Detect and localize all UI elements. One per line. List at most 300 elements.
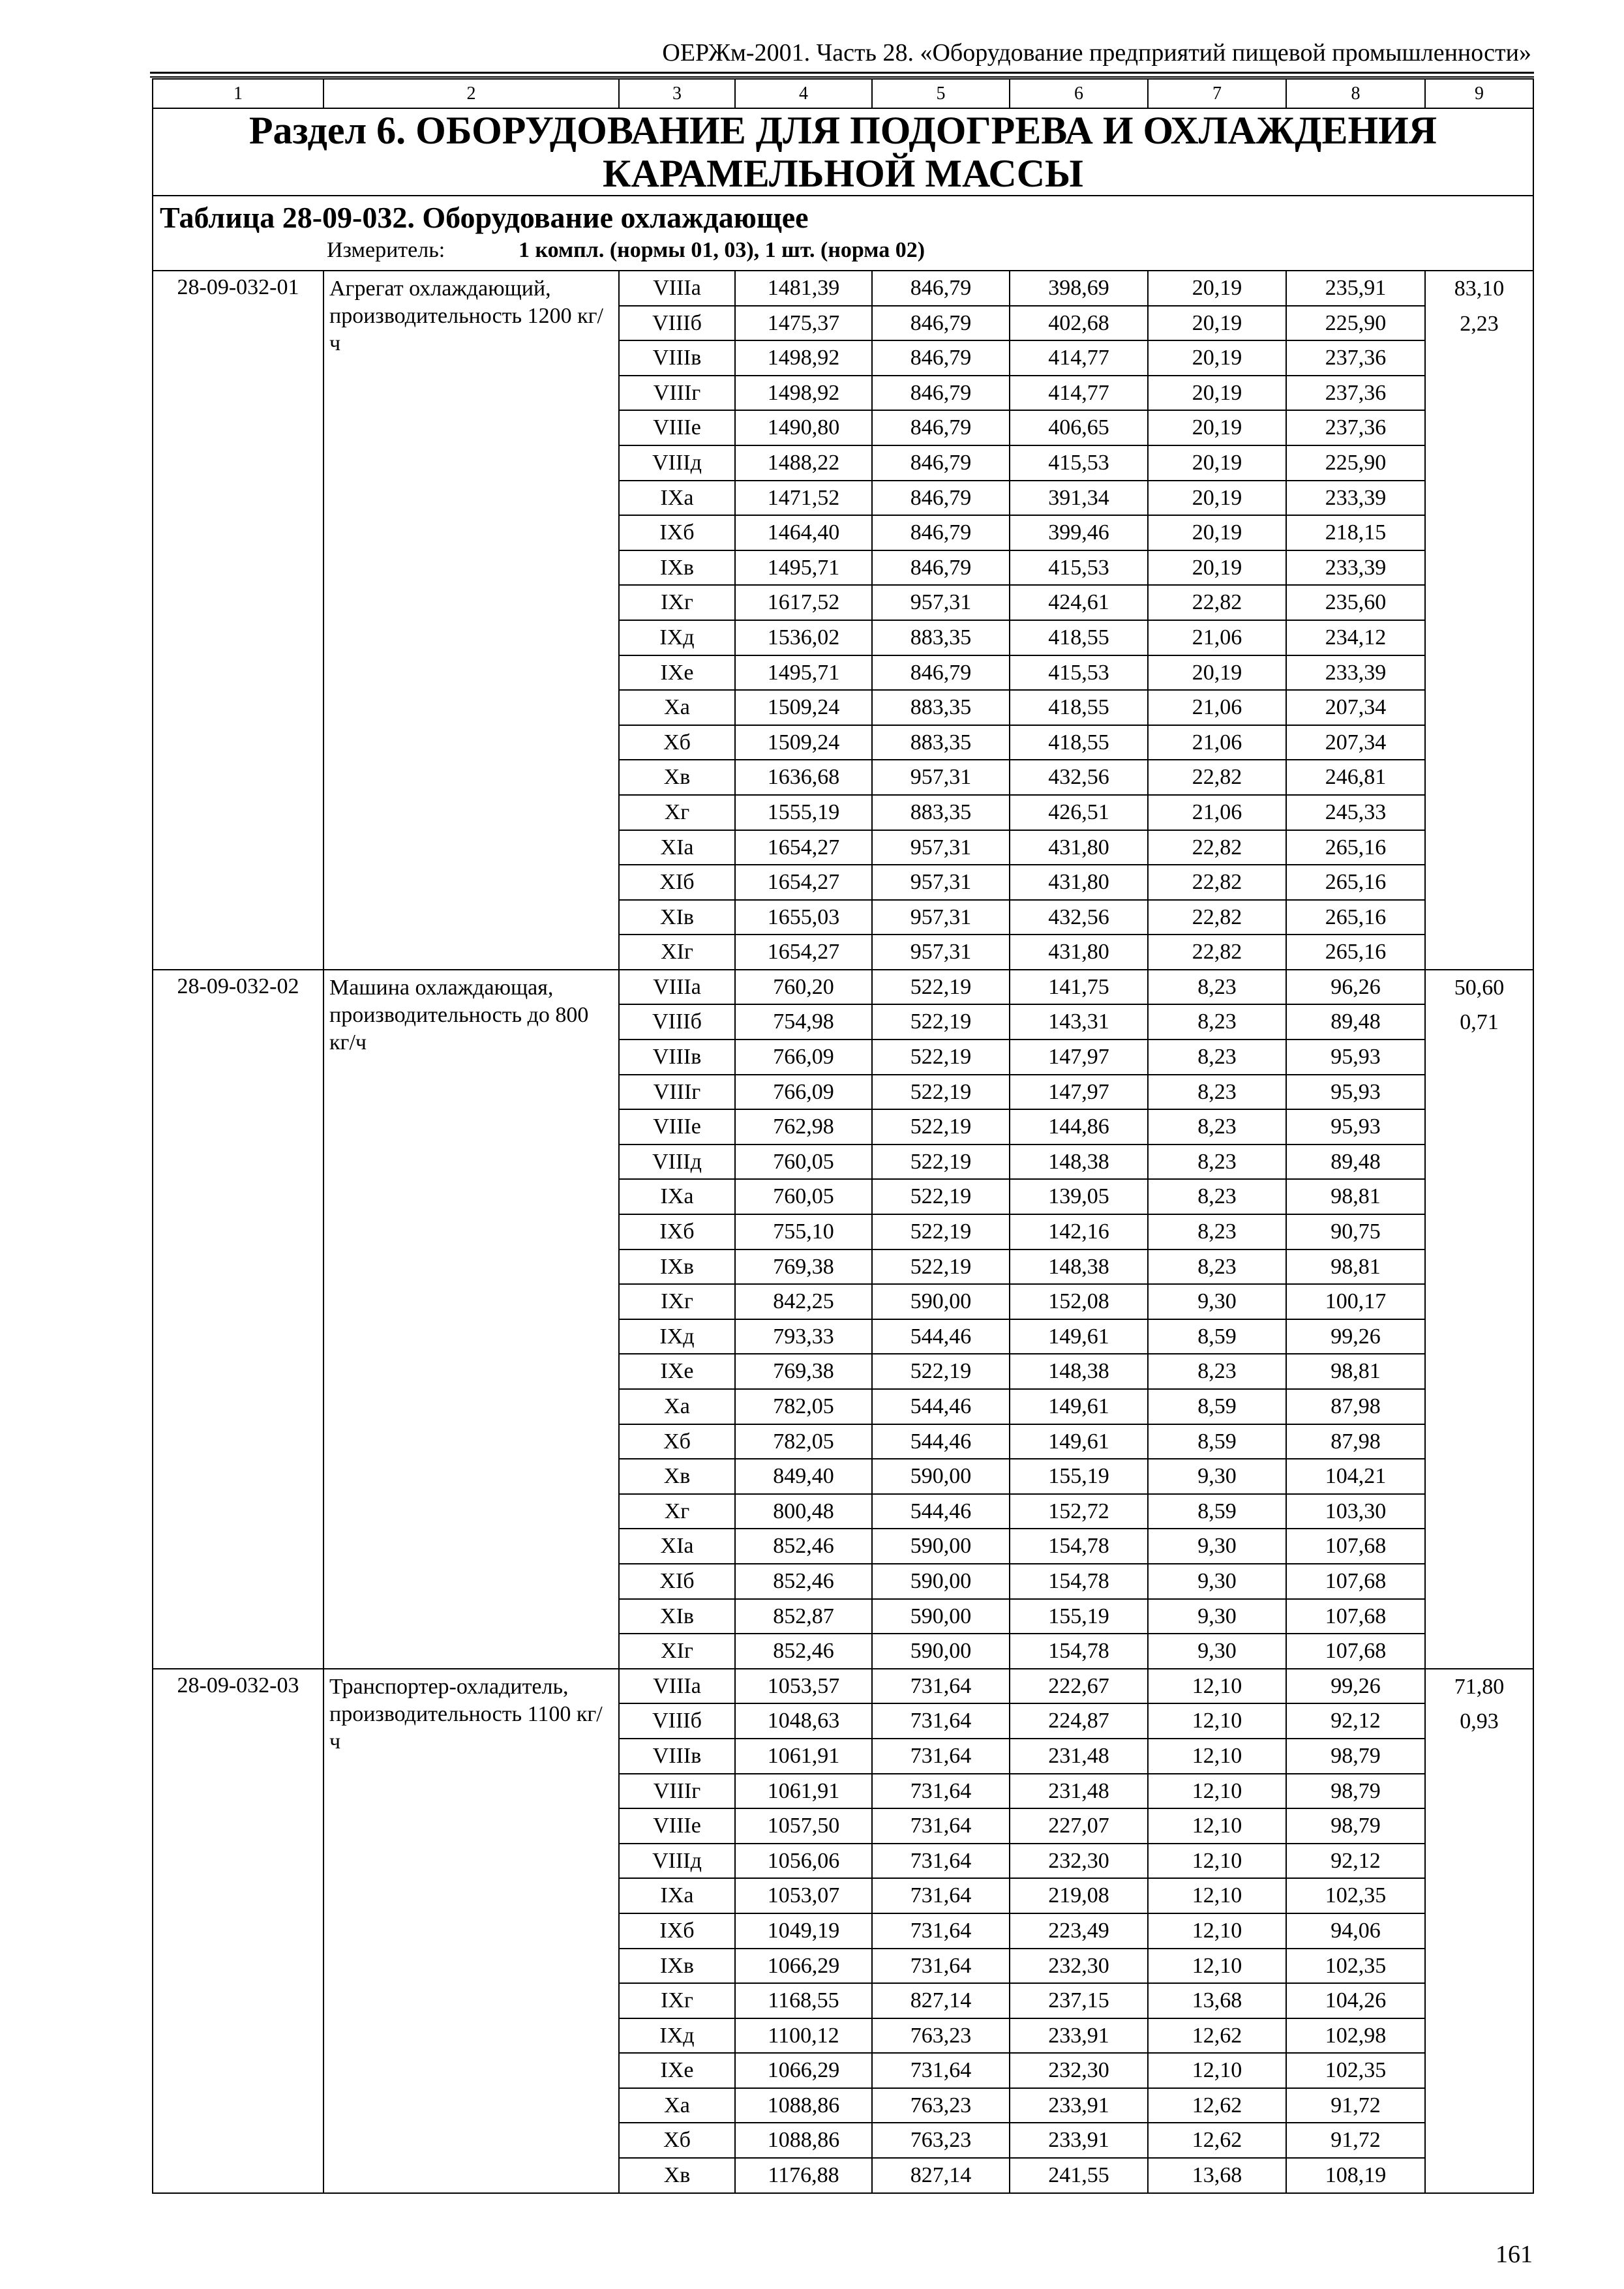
value-cell: 13,68 bbox=[1148, 2158, 1286, 2193]
value-cell: 731,64 bbox=[872, 1739, 1010, 1774]
value-cell: 1495,71 bbox=[735, 550, 872, 586]
value-cell: 398,69 bbox=[1010, 271, 1148, 306]
value-cell: 154,78 bbox=[1010, 1634, 1148, 1669]
region-cell: Xв bbox=[619, 1459, 735, 1494]
value-cell: 731,64 bbox=[872, 1703, 1010, 1739]
value-cell: 141,75 bbox=[1010, 970, 1148, 1005]
value-cell: 21,06 bbox=[1148, 690, 1286, 725]
value-cell: 731,64 bbox=[872, 1878, 1010, 1913]
value-cell: 148,38 bbox=[1010, 1249, 1148, 1285]
value-cell: 1498,92 bbox=[735, 340, 872, 376]
value-cell: 98,81 bbox=[1286, 1354, 1425, 1389]
value-cell: 9,30 bbox=[1148, 1529, 1286, 1564]
value-cell: 20,19 bbox=[1148, 340, 1286, 376]
value-cell: 852,46 bbox=[735, 1564, 872, 1599]
value-cell: 957,31 bbox=[872, 865, 1010, 900]
column-number: 8 bbox=[1286, 79, 1425, 108]
value-cell: 102,35 bbox=[1286, 1949, 1425, 1984]
value-cell: 1555,19 bbox=[735, 795, 872, 830]
value-cell: 731,64 bbox=[872, 1913, 1010, 1949]
measure-label: Измеритель: bbox=[327, 238, 445, 262]
value-cell: 957,31 bbox=[872, 900, 1010, 935]
value-cell: 222,67 bbox=[1010, 1669, 1148, 1704]
value-cell: 155,19 bbox=[1010, 1599, 1148, 1634]
value-cell: 9,30 bbox=[1148, 1634, 1286, 1669]
value-cell: 95,93 bbox=[1286, 1075, 1425, 1110]
value-cell: 418,55 bbox=[1010, 620, 1148, 655]
value-cell: 590,00 bbox=[872, 1599, 1010, 1634]
value-cell: 1053,57 bbox=[735, 1669, 872, 1704]
region-cell: IXг bbox=[619, 1983, 735, 2018]
value-cell: 87,98 bbox=[1286, 1424, 1425, 1459]
value-cell: 424,61 bbox=[1010, 585, 1148, 620]
table-caption bbox=[153, 196, 1533, 271]
value-cell: 8,23 bbox=[1148, 1214, 1286, 1249]
materials-cell bbox=[1425, 271, 1533, 970]
value-cell: 100,17 bbox=[1286, 1284, 1425, 1319]
region-cell: VIIIб bbox=[619, 1004, 735, 1040]
region-cell: IXг bbox=[619, 1284, 735, 1319]
value-cell: 8,23 bbox=[1148, 970, 1286, 1005]
norm-code: 28-09-032-03 bbox=[153, 1669, 323, 2193]
value-cell: 762,98 bbox=[735, 1109, 872, 1144]
value-cell: 426,51 bbox=[1010, 795, 1148, 830]
region-cell: IXе bbox=[619, 1354, 735, 1389]
region-cell: VIIIд bbox=[619, 1844, 735, 1879]
value-cell: 233,91 bbox=[1010, 2123, 1148, 2158]
materials-value: 0,93 bbox=[1460, 1709, 1499, 1734]
value-cell: 827,14 bbox=[872, 2158, 1010, 2193]
value-cell: 225,90 bbox=[1286, 306, 1425, 341]
value-cell: 414,77 bbox=[1010, 376, 1148, 411]
value-cell: 102,35 bbox=[1286, 2053, 1425, 2088]
value-cell: 883,35 bbox=[872, 795, 1010, 830]
value-cell: 8,23 bbox=[1148, 1109, 1286, 1144]
materials-value: 2,23 bbox=[1460, 311, 1499, 336]
value-cell: 245,33 bbox=[1286, 795, 1425, 830]
value-cell: 98,81 bbox=[1286, 1249, 1425, 1285]
value-cell: 237,36 bbox=[1286, 410, 1425, 445]
value-cell: 522,19 bbox=[872, 1109, 1010, 1144]
value-cell: 89,48 bbox=[1286, 1004, 1425, 1040]
value-cell: 415,53 bbox=[1010, 445, 1148, 481]
value-cell: 154,78 bbox=[1010, 1564, 1148, 1599]
value-cell: 1056,06 bbox=[735, 1844, 872, 1879]
value-cell: 755,10 bbox=[735, 1214, 872, 1249]
value-cell: 1066,29 bbox=[735, 1949, 872, 1984]
value-cell: 522,19 bbox=[872, 1075, 1010, 1110]
value-cell: 1061,91 bbox=[735, 1739, 872, 1774]
value-cell: 1488,22 bbox=[735, 445, 872, 481]
value-cell: 769,38 bbox=[735, 1249, 872, 1285]
value-cell: 432,56 bbox=[1010, 760, 1148, 795]
value-cell: 1495,71 bbox=[735, 655, 872, 691]
value-cell: 8,23 bbox=[1148, 1004, 1286, 1040]
value-cell: 91,72 bbox=[1286, 2123, 1425, 2158]
column-number: 7 bbox=[1148, 79, 1286, 108]
region-cell: XIв bbox=[619, 1599, 735, 1634]
value-cell: 883,35 bbox=[872, 725, 1010, 760]
value-cell: 102,98 bbox=[1286, 2018, 1425, 2054]
value-cell: 225,90 bbox=[1286, 445, 1425, 481]
value-cell: 852,46 bbox=[735, 1529, 872, 1564]
value-cell: 144,86 bbox=[1010, 1109, 1148, 1144]
value-cell: 760,05 bbox=[735, 1144, 872, 1180]
value-cell: 1654,27 bbox=[735, 830, 872, 865]
value-cell: 92,12 bbox=[1286, 1844, 1425, 1879]
column-number: 1 bbox=[153, 79, 323, 108]
value-cell: 207,34 bbox=[1286, 690, 1425, 725]
region-cell: VIIIа bbox=[619, 271, 735, 306]
value-cell: 20,19 bbox=[1148, 550, 1286, 586]
value-cell: 22,82 bbox=[1148, 935, 1286, 970]
value-cell: 522,19 bbox=[872, 1179, 1010, 1214]
value-cell: 233,39 bbox=[1286, 550, 1425, 586]
region-cell: Xа bbox=[619, 2088, 735, 2123]
page-header: ОЕРЖм-2001. Часть 28. «Оборудование предприятий пищевой промышленности» bbox=[662, 39, 1531, 67]
region-cell: Xа bbox=[619, 690, 735, 725]
value-cell: 8,59 bbox=[1148, 1389, 1286, 1424]
value-cell: 12,10 bbox=[1148, 1913, 1286, 1949]
section-title bbox=[153, 108, 1533, 196]
norms-table bbox=[152, 78, 1534, 2194]
region-cell: IXд bbox=[619, 2018, 735, 2054]
value-cell: 12,10 bbox=[1148, 1774, 1286, 1809]
value-cell: 96,26 bbox=[1286, 970, 1425, 1005]
value-cell: 98,81 bbox=[1286, 1179, 1425, 1214]
value-cell: 90,75 bbox=[1286, 1214, 1425, 1249]
value-cell: 104,21 bbox=[1286, 1459, 1425, 1494]
value-cell: 233,39 bbox=[1286, 655, 1425, 691]
section-title-row bbox=[153, 108, 1533, 196]
value-cell: 237,36 bbox=[1286, 340, 1425, 376]
value-cell: 846,79 bbox=[872, 445, 1010, 481]
value-cell: 1481,39 bbox=[735, 271, 872, 306]
value-cell: 544,46 bbox=[872, 1424, 1010, 1459]
value-cell: 8,23 bbox=[1148, 1249, 1286, 1285]
value-cell: 1498,92 bbox=[735, 376, 872, 411]
value-cell: 846,79 bbox=[872, 306, 1010, 341]
materials-value: 50,60 bbox=[1454, 975, 1505, 1000]
region-cell: Xг bbox=[619, 1494, 735, 1529]
materials-cell bbox=[1425, 1669, 1533, 2193]
value-cell: 522,19 bbox=[872, 1144, 1010, 1180]
region-cell: Xб bbox=[619, 2123, 735, 2158]
value-cell: 846,79 bbox=[872, 376, 1010, 411]
value-cell: 846,79 bbox=[872, 515, 1010, 550]
value-cell: 1057,50 bbox=[735, 1808, 872, 1844]
value-cell: 265,16 bbox=[1286, 865, 1425, 900]
value-cell: 237,15 bbox=[1010, 1983, 1148, 2018]
value-cell: 1654,27 bbox=[735, 935, 872, 970]
value-cell: 152,08 bbox=[1010, 1284, 1148, 1319]
value-cell: 231,48 bbox=[1010, 1774, 1148, 1809]
value-cell: 406,65 bbox=[1010, 410, 1148, 445]
value-cell: 846,79 bbox=[872, 655, 1010, 691]
value-cell: 12,10 bbox=[1148, 1739, 1286, 1774]
region-cell: VIIIд bbox=[619, 445, 735, 481]
value-cell: 98,79 bbox=[1286, 1739, 1425, 1774]
value-cell: 22,82 bbox=[1148, 830, 1286, 865]
value-cell: 9,30 bbox=[1148, 1284, 1286, 1319]
value-cell: 1509,24 bbox=[735, 725, 872, 760]
value-cell: 957,31 bbox=[872, 760, 1010, 795]
table-title: Таблица 28-09-032. Оборудование охлаждающее bbox=[160, 201, 809, 234]
value-cell: 246,81 bbox=[1286, 760, 1425, 795]
value-cell: 590,00 bbox=[872, 1459, 1010, 1494]
region-cell: XIа bbox=[619, 830, 735, 865]
value-cell: 8,59 bbox=[1148, 1494, 1286, 1529]
value-cell: 8,23 bbox=[1148, 1075, 1286, 1110]
value-cell: 1490,80 bbox=[735, 410, 872, 445]
region-cell: IXб bbox=[619, 1913, 735, 1949]
value-cell: 846,79 bbox=[872, 271, 1010, 306]
value-cell: 12,10 bbox=[1148, 1844, 1286, 1879]
region-cell: XIг bbox=[619, 935, 735, 970]
materials-cell bbox=[1425, 970, 1533, 1669]
value-cell: 233,91 bbox=[1010, 2088, 1148, 2123]
region-cell: XIб bbox=[619, 1564, 735, 1599]
value-cell: 957,31 bbox=[872, 935, 1010, 970]
value-cell: 793,33 bbox=[735, 1319, 872, 1354]
value-cell: 522,19 bbox=[872, 1040, 1010, 1075]
value-cell: 957,31 bbox=[872, 830, 1010, 865]
value-cell: 1100,12 bbox=[735, 2018, 872, 2054]
value-cell: 1049,19 bbox=[735, 1913, 872, 1949]
value-cell: 20,19 bbox=[1148, 306, 1286, 341]
value-cell: 152,72 bbox=[1010, 1494, 1148, 1529]
value-cell: 8,59 bbox=[1148, 1319, 1286, 1354]
value-cell: 8,23 bbox=[1148, 1040, 1286, 1075]
value-cell: 522,19 bbox=[872, 1354, 1010, 1389]
value-cell: 431,80 bbox=[1010, 935, 1148, 970]
value-cell: 223,49 bbox=[1010, 1913, 1148, 1949]
norm-code: 28-09-032-01 bbox=[153, 271, 323, 970]
value-cell: 415,53 bbox=[1010, 655, 1148, 691]
value-cell: 1066,29 bbox=[735, 2053, 872, 2088]
value-cell: 107,68 bbox=[1286, 1564, 1425, 1599]
value-cell: 12,10 bbox=[1148, 1949, 1286, 1984]
value-cell: 846,79 bbox=[872, 481, 1010, 516]
region-cell: Xб bbox=[619, 1424, 735, 1459]
value-cell: 763,23 bbox=[872, 2123, 1010, 2158]
value-cell: 827,14 bbox=[872, 1983, 1010, 2018]
region-cell: VIIIб bbox=[619, 1703, 735, 1739]
value-cell: 107,68 bbox=[1286, 1529, 1425, 1564]
value-cell: 418,55 bbox=[1010, 725, 1148, 760]
materials-value: 83,10 bbox=[1454, 277, 1505, 301]
column-number: 4 bbox=[735, 79, 872, 108]
region-cell: XIв bbox=[619, 900, 735, 935]
table-row bbox=[153, 1669, 1533, 1704]
value-cell: 590,00 bbox=[872, 1284, 1010, 1319]
value-cell: 590,00 bbox=[872, 1529, 1010, 1564]
value-cell: 418,55 bbox=[1010, 690, 1148, 725]
region-cell: IXг bbox=[619, 585, 735, 620]
value-cell: 522,19 bbox=[872, 1004, 1010, 1040]
column-number: 3 bbox=[619, 79, 735, 108]
value-cell: 852,46 bbox=[735, 1634, 872, 1669]
value-cell: 20,19 bbox=[1148, 376, 1286, 411]
region-cell: IXе bbox=[619, 655, 735, 691]
measure-line bbox=[153, 235, 1533, 264]
value-cell: 99,26 bbox=[1286, 1319, 1425, 1354]
region-cell: VIIIе bbox=[619, 1109, 735, 1144]
value-cell: 265,16 bbox=[1286, 900, 1425, 935]
value-cell: 142,16 bbox=[1010, 1214, 1148, 1249]
value-cell: 1471,52 bbox=[735, 481, 872, 516]
equipment-name: Машина охлаждающая, производительность до 800 кг/ч bbox=[323, 970, 619, 1669]
value-cell: 8,23 bbox=[1148, 1144, 1286, 1180]
region-cell: VIIIг bbox=[619, 376, 735, 411]
value-cell: 20,19 bbox=[1148, 410, 1286, 445]
value-cell: 232,30 bbox=[1010, 2053, 1148, 2088]
region-cell: VIIIа bbox=[619, 970, 735, 1005]
value-cell: 22,82 bbox=[1148, 585, 1286, 620]
value-cell: 265,16 bbox=[1286, 935, 1425, 970]
value-cell: 1636,68 bbox=[735, 760, 872, 795]
value-cell: 731,64 bbox=[872, 1774, 1010, 1809]
materials-value: 71,80 bbox=[1454, 1674, 1505, 1699]
region-cell: VIIIв bbox=[619, 1040, 735, 1075]
region-cell: XIа bbox=[619, 1529, 735, 1564]
value-cell: 883,35 bbox=[872, 620, 1010, 655]
value-cell: 20,19 bbox=[1148, 445, 1286, 481]
value-cell: 415,53 bbox=[1010, 550, 1148, 586]
region-cell: Xб bbox=[619, 725, 735, 760]
value-cell: 760,20 bbox=[735, 970, 872, 1005]
value-cell: 842,25 bbox=[735, 1284, 872, 1319]
value-cell: 241,55 bbox=[1010, 2158, 1148, 2193]
value-cell: 1168,55 bbox=[735, 1983, 872, 2018]
value-cell: 107,68 bbox=[1286, 1599, 1425, 1634]
region-cell: VIIIд bbox=[619, 1144, 735, 1180]
value-cell: 12,10 bbox=[1148, 1703, 1286, 1739]
value-cell: 20,19 bbox=[1148, 481, 1286, 516]
region-cell: VIIIе bbox=[619, 410, 735, 445]
value-cell: 148,38 bbox=[1010, 1354, 1148, 1389]
value-cell: 224,87 bbox=[1010, 1703, 1148, 1739]
value-cell: 149,61 bbox=[1010, 1424, 1148, 1459]
value-cell: 231,48 bbox=[1010, 1739, 1148, 1774]
value-cell: 1509,24 bbox=[735, 690, 872, 725]
value-cell: 12,10 bbox=[1148, 1878, 1286, 1913]
value-cell: 94,06 bbox=[1286, 1913, 1425, 1949]
section-title-line: Раздел 6. ОБОРУДОВАНИЕ ДЛЯ ПОДОГРЕВА И ОХЛАЖДЕНИЯ bbox=[248, 109, 1437, 152]
value-cell: 522,19 bbox=[872, 1214, 1010, 1249]
value-cell: 766,09 bbox=[735, 1040, 872, 1075]
value-cell: 432,56 bbox=[1010, 900, 1148, 935]
value-cell: 98,79 bbox=[1286, 1774, 1425, 1809]
region-cell: IXб bbox=[619, 515, 735, 550]
value-cell: 95,93 bbox=[1286, 1109, 1425, 1144]
value-cell: 89,48 bbox=[1286, 1144, 1425, 1180]
value-cell: 1655,03 bbox=[735, 900, 872, 935]
value-cell: 22,82 bbox=[1148, 900, 1286, 935]
norm-code: 28-09-032-02 bbox=[153, 970, 323, 1669]
value-cell: 102,35 bbox=[1286, 1878, 1425, 1913]
region-cell: VIIIв bbox=[619, 1739, 735, 1774]
region-cell: IXд bbox=[619, 620, 735, 655]
value-cell: 235,91 bbox=[1286, 271, 1425, 306]
value-cell: 731,64 bbox=[872, 1949, 1010, 1984]
value-cell: 20,19 bbox=[1148, 515, 1286, 550]
value-cell: 1088,86 bbox=[735, 2088, 872, 2123]
table-row bbox=[153, 271, 1533, 306]
value-cell: 414,77 bbox=[1010, 340, 1148, 376]
value-cell: 399,46 bbox=[1010, 515, 1148, 550]
value-cell: 21,06 bbox=[1148, 620, 1286, 655]
region-cell: Xг bbox=[619, 795, 735, 830]
value-cell: 769,38 bbox=[735, 1354, 872, 1389]
value-cell: 21,06 bbox=[1148, 725, 1286, 760]
value-cell: 1464,40 bbox=[735, 515, 872, 550]
value-cell: 143,31 bbox=[1010, 1004, 1148, 1040]
value-cell: 219,08 bbox=[1010, 1878, 1148, 1913]
value-cell: 731,64 bbox=[872, 1844, 1010, 1879]
value-cell: 957,31 bbox=[872, 585, 1010, 620]
value-cell: 139,05 bbox=[1010, 1179, 1148, 1214]
region-cell: VIIIе bbox=[619, 1808, 735, 1844]
value-cell: 218,15 bbox=[1286, 515, 1425, 550]
header-rule bbox=[150, 72, 1534, 74]
value-cell: 148,38 bbox=[1010, 1144, 1148, 1180]
value-cell: 1654,27 bbox=[735, 865, 872, 900]
region-cell: Xа bbox=[619, 1389, 735, 1424]
value-cell: 1536,02 bbox=[735, 620, 872, 655]
value-cell: 1053,07 bbox=[735, 1878, 872, 1913]
value-cell: 849,40 bbox=[735, 1459, 872, 1494]
column-number: 5 bbox=[872, 79, 1010, 108]
region-cell: IXа bbox=[619, 481, 735, 516]
region-cell: IXе bbox=[619, 2053, 735, 2088]
region-cell: VIIIг bbox=[619, 1075, 735, 1110]
value-cell: 12,62 bbox=[1148, 2088, 1286, 2123]
region-cell: VIIIв bbox=[619, 340, 735, 376]
value-cell: 766,09 bbox=[735, 1075, 872, 1110]
value-cell: 13,68 bbox=[1148, 1983, 1286, 2018]
column-number: 9 bbox=[1425, 79, 1533, 108]
value-cell: 731,64 bbox=[872, 1669, 1010, 1704]
value-cell: 234,12 bbox=[1286, 620, 1425, 655]
value-cell: 107,68 bbox=[1286, 1634, 1425, 1669]
value-cell: 522,19 bbox=[872, 970, 1010, 1005]
value-cell: 8,23 bbox=[1148, 1179, 1286, 1214]
value-cell: 522,19 bbox=[872, 1249, 1010, 1285]
value-cell: 233,91 bbox=[1010, 2018, 1148, 2054]
value-cell: 544,46 bbox=[872, 1494, 1010, 1529]
value-cell: 763,23 bbox=[872, 2088, 1010, 2123]
value-cell: 1617,52 bbox=[735, 585, 872, 620]
value-cell: 99,26 bbox=[1286, 1669, 1425, 1704]
value-cell: 20,19 bbox=[1148, 271, 1286, 306]
value-cell: 232,30 bbox=[1010, 1844, 1148, 1879]
value-cell: 431,80 bbox=[1010, 830, 1148, 865]
region-cell: Xв bbox=[619, 760, 735, 795]
region-cell: Xв bbox=[619, 2158, 735, 2193]
value-cell: 9,30 bbox=[1148, 1564, 1286, 1599]
value-cell: 232,30 bbox=[1010, 1949, 1148, 1984]
value-cell: 8,59 bbox=[1148, 1424, 1286, 1459]
column-numbers-row bbox=[153, 79, 1533, 108]
value-cell: 782,05 bbox=[735, 1424, 872, 1459]
value-cell: 92,12 bbox=[1286, 1703, 1425, 1739]
value-cell: 846,79 bbox=[872, 550, 1010, 586]
value-cell: 237,36 bbox=[1286, 376, 1425, 411]
value-cell: 800,48 bbox=[735, 1494, 872, 1529]
value-cell: 12,10 bbox=[1148, 1808, 1286, 1844]
measure-value: 1 компл. (нормы 01, 03), 1 шт. (норма 02) bbox=[519, 238, 925, 262]
